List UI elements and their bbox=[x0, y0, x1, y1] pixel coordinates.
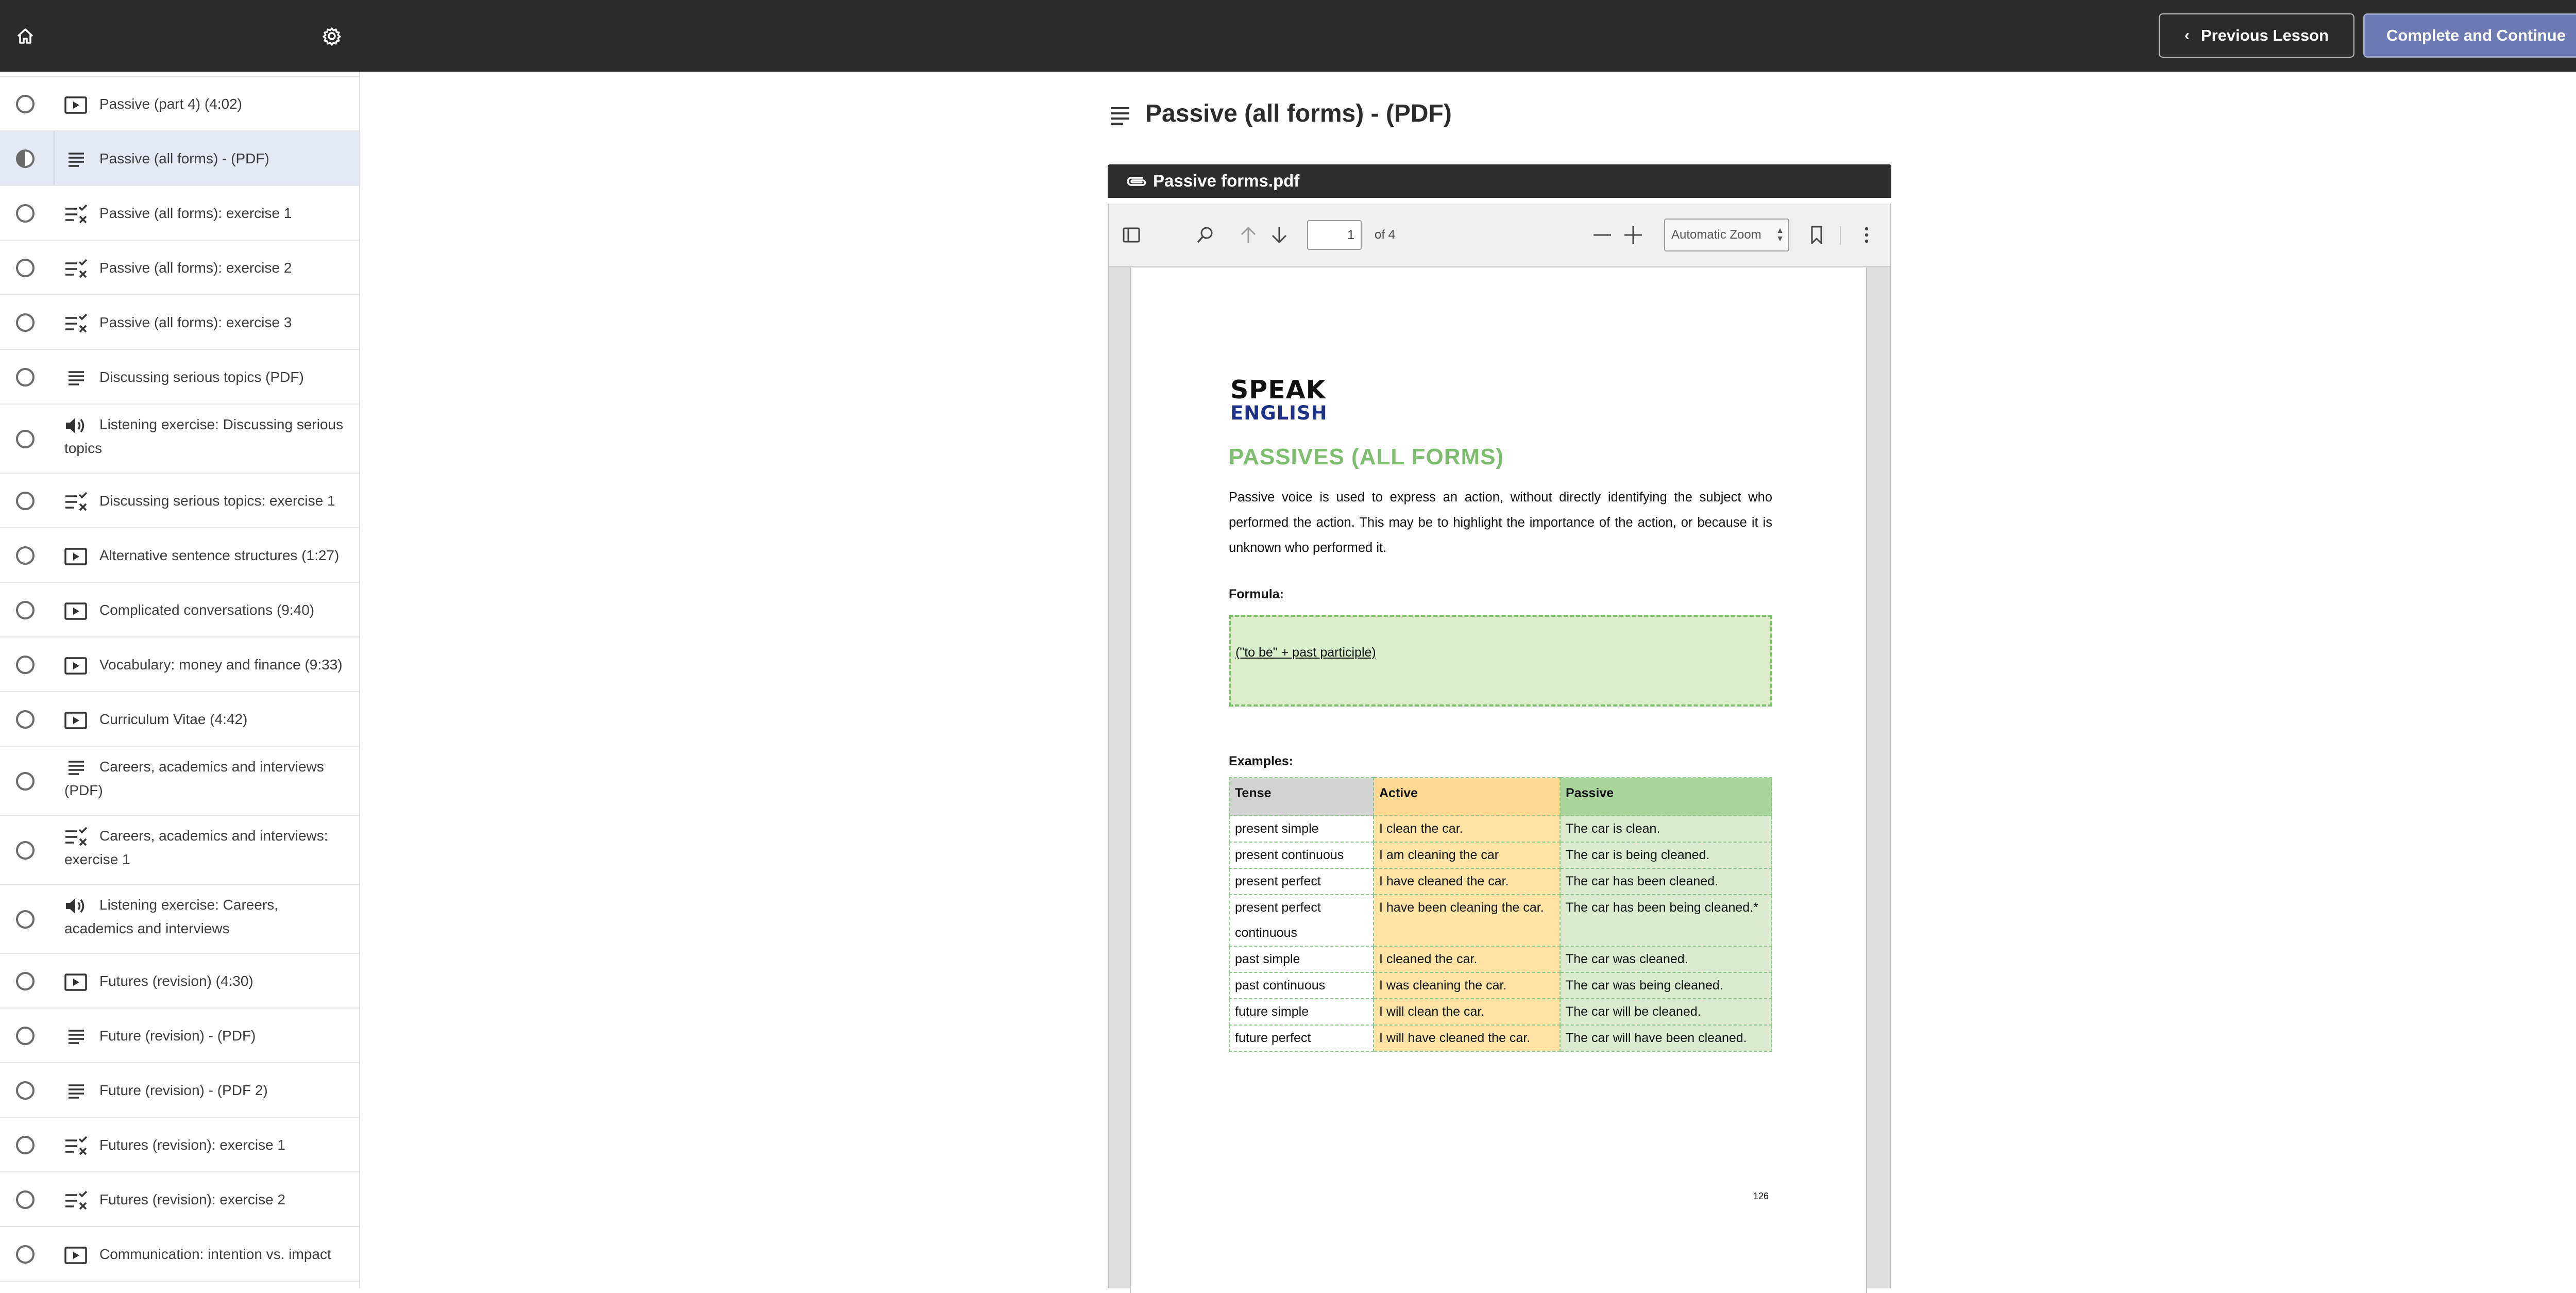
sidebar-lesson-label: Alternative sentence structures (1:27) bbox=[99, 547, 340, 563]
table-cell: The car is being cleaned. bbox=[1560, 842, 1772, 868]
sidebar-lesson-label: Passive (all forms) - (PDF) bbox=[99, 150, 269, 166]
logo-line-2: ENGLISH bbox=[1230, 402, 1328, 424]
quiz-icon bbox=[63, 259, 88, 279]
attachment-file-name[interactable]: Passive forms.pdf bbox=[1153, 171, 1300, 190]
text-lines-icon bbox=[63, 149, 88, 170]
zoom-in-icon[interactable] bbox=[1622, 224, 1645, 246]
top-bar bbox=[360, 0, 2576, 72]
sidebar-lesson-item[interactable] bbox=[0, 954, 359, 1009]
table-row bbox=[1229, 946, 1772, 972]
audio-icon bbox=[63, 896, 88, 916]
sidebar-lesson-item[interactable] bbox=[0, 350, 359, 405]
table-cell: The car will be cleaned. bbox=[1560, 999, 1772, 1025]
table-cell: future perfect bbox=[1229, 1025, 1374, 1051]
table-cell: The car is clean. bbox=[1560, 816, 1772, 842]
paperclip-icon bbox=[1125, 172, 1148, 191]
attachment-bar bbox=[1108, 164, 1891, 198]
incomplete-status-icon bbox=[16, 841, 35, 860]
sidebar-lesson-item[interactable] bbox=[0, 885, 359, 954]
pdf-toolbar bbox=[1109, 204, 1890, 267]
incomplete-status-icon bbox=[16, 204, 35, 223]
table-cell: I have cleaned the car. bbox=[1374, 868, 1560, 895]
sidebar-lesson-item[interactable] bbox=[0, 1063, 359, 1118]
sidebar-lesson-item[interactable] bbox=[0, 131, 359, 186]
sidebar-lesson-item[interactable] bbox=[0, 816, 359, 885]
zoom-out-icon[interactable] bbox=[1591, 224, 1614, 246]
incomplete-status-icon bbox=[16, 972, 35, 990]
incomplete-status-icon bbox=[16, 1190, 35, 1209]
table-cell: future simple bbox=[1229, 999, 1374, 1025]
sidebar-lesson-item[interactable] bbox=[0, 1009, 359, 1063]
sidebar-lesson-item[interactable] bbox=[0, 692, 359, 747]
table-cell: The car has been being cleaned.* bbox=[1560, 895, 1772, 946]
gear-icon[interactable] bbox=[316, 21, 347, 52]
in-progress-status-icon bbox=[16, 149, 35, 168]
text-lines-icon bbox=[63, 1081, 88, 1102]
table-row bbox=[1229, 895, 1772, 946]
table-row bbox=[1229, 999, 1772, 1025]
sidebar-lesson-label: Careers, academics and interviews: exercise 1 bbox=[64, 828, 328, 867]
sidebar-lesson-label: Futures (revision): exercise 2 bbox=[99, 1191, 286, 1207]
text-lines-icon bbox=[63, 368, 88, 389]
table-cell: The car was cleaned. bbox=[1560, 946, 1772, 972]
incomplete-status-icon bbox=[16, 910, 35, 929]
table-row bbox=[1229, 842, 1772, 868]
updown-arrow-icon: ▲ ▼ bbox=[1776, 226, 1784, 243]
incomplete-status-icon bbox=[16, 1081, 35, 1100]
formula-box bbox=[1229, 615, 1772, 707]
incomplete-status-icon bbox=[16, 601, 35, 619]
previous-page-icon[interactable] bbox=[1237, 224, 1260, 246]
document-intro: Passive voice is used to express an action, without directly identifying the subject who performed the action. This may be to highlight the importance of the action, or because it is unknown who performed it. bbox=[1229, 490, 1772, 555]
table-cell: I will have cleaned the car. bbox=[1374, 1025, 1560, 1051]
sidebar-lesson-item[interactable] bbox=[0, 637, 359, 692]
incomplete-status-icon bbox=[16, 259, 35, 277]
logo-line-1: SPEAK bbox=[1230, 375, 1326, 405]
next-page-icon[interactable] bbox=[1268, 224, 1291, 246]
bookmark-icon[interactable] bbox=[1805, 224, 1828, 246]
table-header-row bbox=[1229, 778, 1772, 816]
table-row bbox=[1229, 868, 1772, 895]
video-icon bbox=[63, 1245, 88, 1266]
sidebar-lesson-item[interactable] bbox=[0, 241, 359, 295]
sidebar-lesson-label: Vocabulary: money and finance (9:33) bbox=[99, 657, 343, 673]
formula-label: Formula: bbox=[1229, 587, 1284, 601]
video-icon bbox=[63, 656, 88, 676]
audio-icon bbox=[63, 415, 88, 436]
table-cell: present simple bbox=[1229, 816, 1374, 842]
home-icon[interactable] bbox=[10, 21, 41, 52]
table-cell: I have been cleaning the car. bbox=[1374, 895, 1560, 946]
row-divider bbox=[54, 131, 55, 185]
previous-lesson-button[interactable] bbox=[2159, 13, 2354, 58]
table-cell: I cleaned the car. bbox=[1374, 946, 1560, 972]
lesson-title: Passive (all forms) - (PDF) bbox=[1145, 100, 1452, 127]
quiz-icon bbox=[63, 204, 88, 225]
text-lines-icon bbox=[1108, 103, 1132, 128]
sidebar-lesson-label: Communication: intention vs. impact bbox=[99, 1246, 331, 1262]
incomplete-status-icon bbox=[16, 710, 35, 729]
video-icon bbox=[63, 972, 88, 993]
incomplete-status-icon bbox=[16, 1245, 35, 1264]
sidebar-lesson-item[interactable] bbox=[0, 295, 359, 350]
previous-lesson-label: Previous Lesson bbox=[2200, 26, 2329, 44]
video-icon bbox=[63, 601, 88, 622]
incomplete-status-icon bbox=[16, 656, 35, 674]
sidebar-lesson-item[interactable] bbox=[0, 1172, 359, 1227]
table-cell: I will clean the car. bbox=[1374, 999, 1560, 1025]
incomplete-status-icon bbox=[16, 368, 35, 387]
chevron-left-icon: ‹ bbox=[2184, 27, 2190, 44]
table-row bbox=[1229, 816, 1772, 842]
table-row bbox=[1229, 972, 1772, 999]
course-sidebar bbox=[0, 0, 360, 1288]
sidebar-header bbox=[0, 0, 360, 72]
table-cell: past continuous bbox=[1229, 972, 1374, 999]
zoom-select[interactable] bbox=[1664, 219, 1789, 251]
sidebar-lesson-item[interactable] bbox=[0, 1118, 359, 1172]
incomplete-status-icon bbox=[16, 313, 35, 332]
speak-english-logo bbox=[1230, 377, 1328, 423]
text-lines-icon bbox=[63, 1027, 88, 1047]
sidebar-lesson-item[interactable] bbox=[0, 528, 359, 583]
table-row bbox=[1229, 1025, 1772, 1051]
table-cell: The car was being cleaned. bbox=[1560, 972, 1772, 999]
more-options-icon[interactable] bbox=[1855, 224, 1878, 246]
examples-table bbox=[1229, 777, 1772, 1052]
sidebar-lesson-label: Discussing serious topics: exercise 1 bbox=[99, 493, 335, 509]
pdf-page bbox=[1130, 267, 1867, 1293]
pdf-page-number: 126 bbox=[1753, 1191, 1769, 1201]
incomplete-status-icon bbox=[16, 430, 35, 448]
quiz-icon bbox=[63, 1136, 88, 1156]
table-cell: The car will have been cleaned. bbox=[1560, 1025, 1772, 1051]
complete-and-continue-button[interactable] bbox=[2363, 13, 2576, 58]
video-icon bbox=[63, 546, 88, 567]
quiz-icon bbox=[63, 313, 88, 334]
page-number-input[interactable] bbox=[1307, 220, 1362, 250]
formula-text: ("to be" + past participle) bbox=[1235, 645, 1376, 660]
sidebar-lesson-label: Listening exercise: Discussing serious topics bbox=[64, 416, 344, 456]
sidebar-lesson-label: Complicated conversations (9:40) bbox=[99, 602, 315, 618]
sidebar-lesson-label: Passive (all forms): exercise 3 bbox=[99, 314, 292, 330]
incomplete-status-icon bbox=[16, 95, 35, 113]
sidebar-lesson-item[interactable] bbox=[0, 747, 359, 816]
table-cell: I clean the car. bbox=[1374, 816, 1560, 842]
text-lines-icon bbox=[63, 758, 88, 778]
examples-label: Examples: bbox=[1229, 754, 1294, 768]
page-count: of 4 bbox=[1375, 228, 1396, 242]
sidebar-lesson-label: Passive (part 4) (4:02) bbox=[99, 96, 242, 112]
table-cell: The car has been cleaned. bbox=[1560, 868, 1772, 895]
search-icon[interactable] bbox=[1194, 224, 1216, 246]
pdf-viewer bbox=[1108, 204, 1891, 1288]
sidebar-lesson-item[interactable] bbox=[0, 1227, 359, 1282]
sidebar-lesson-item[interactable] bbox=[0, 405, 359, 474]
table-cell: past simple bbox=[1229, 946, 1374, 972]
table-cell: present perfect continuous bbox=[1229, 895, 1374, 946]
sidebar-lesson-label: Passive (all forms): exercise 1 bbox=[99, 205, 292, 221]
quiz-icon bbox=[63, 827, 88, 847]
sidebar-lesson-label: Futures (revision): exercise 1 bbox=[99, 1137, 286, 1153]
incomplete-status-icon bbox=[16, 492, 35, 510]
sidebar-lesson-item[interactable] bbox=[0, 474, 359, 528]
incomplete-status-icon bbox=[16, 772, 35, 791]
sidebar-lesson-item[interactable] bbox=[0, 186, 359, 241]
sidebar-lesson-label: Passive (all forms): exercise 2 bbox=[99, 260, 292, 276]
table-header-cell: Passive bbox=[1560, 778, 1772, 816]
table-cell: present continuous bbox=[1229, 842, 1374, 868]
sidebar-lesson-label: Careers, academics and interviews (PDF) bbox=[64, 759, 324, 798]
table-header-cell: Active bbox=[1374, 778, 1560, 816]
incomplete-status-icon bbox=[16, 1136, 35, 1154]
sidebar-lesson-label: Futures (revision) (4:30) bbox=[99, 973, 253, 989]
video-icon bbox=[63, 710, 88, 731]
video-icon bbox=[63, 95, 88, 115]
zoom-select-value: Automatic Zoom bbox=[1671, 228, 1761, 242]
sidebar-lesson-label: Listening exercise: Careers, academics and interviews bbox=[64, 897, 279, 936]
toolbar-separator bbox=[1840, 226, 1841, 245]
sidebar-lesson-item[interactable] bbox=[0, 77, 359, 131]
table-cell: present perfect bbox=[1229, 868, 1374, 895]
incomplete-status-icon bbox=[16, 546, 35, 565]
quiz-icon bbox=[63, 1190, 88, 1211]
document-heading: PASSIVES (ALL FORMS) bbox=[1229, 444, 1504, 469]
incomplete-status-icon bbox=[16, 1027, 35, 1045]
sidebar-lesson-label: Discussing serious topics (PDF) bbox=[99, 369, 304, 385]
table-cell: I am cleaning the car bbox=[1374, 842, 1560, 868]
table-header-cell: Tense bbox=[1229, 778, 1374, 816]
sidebar-lesson-label: Future (revision) - (PDF 2) bbox=[99, 1082, 268, 1098]
sidebar-lesson-label: Future (revision) - (PDF) bbox=[99, 1028, 256, 1044]
sidebar-toggle-icon[interactable] bbox=[1120, 224, 1143, 246]
sidebar-lesson-label: Curriculum Vitae (4:42) bbox=[99, 711, 248, 727]
table-cell: I was cleaning the car. bbox=[1374, 972, 1560, 999]
quiz-icon bbox=[63, 492, 88, 512]
sidebar-lesson-item[interactable] bbox=[0, 583, 359, 637]
complete-and-continue-label: Complete and Continue bbox=[2386, 26, 2566, 44]
